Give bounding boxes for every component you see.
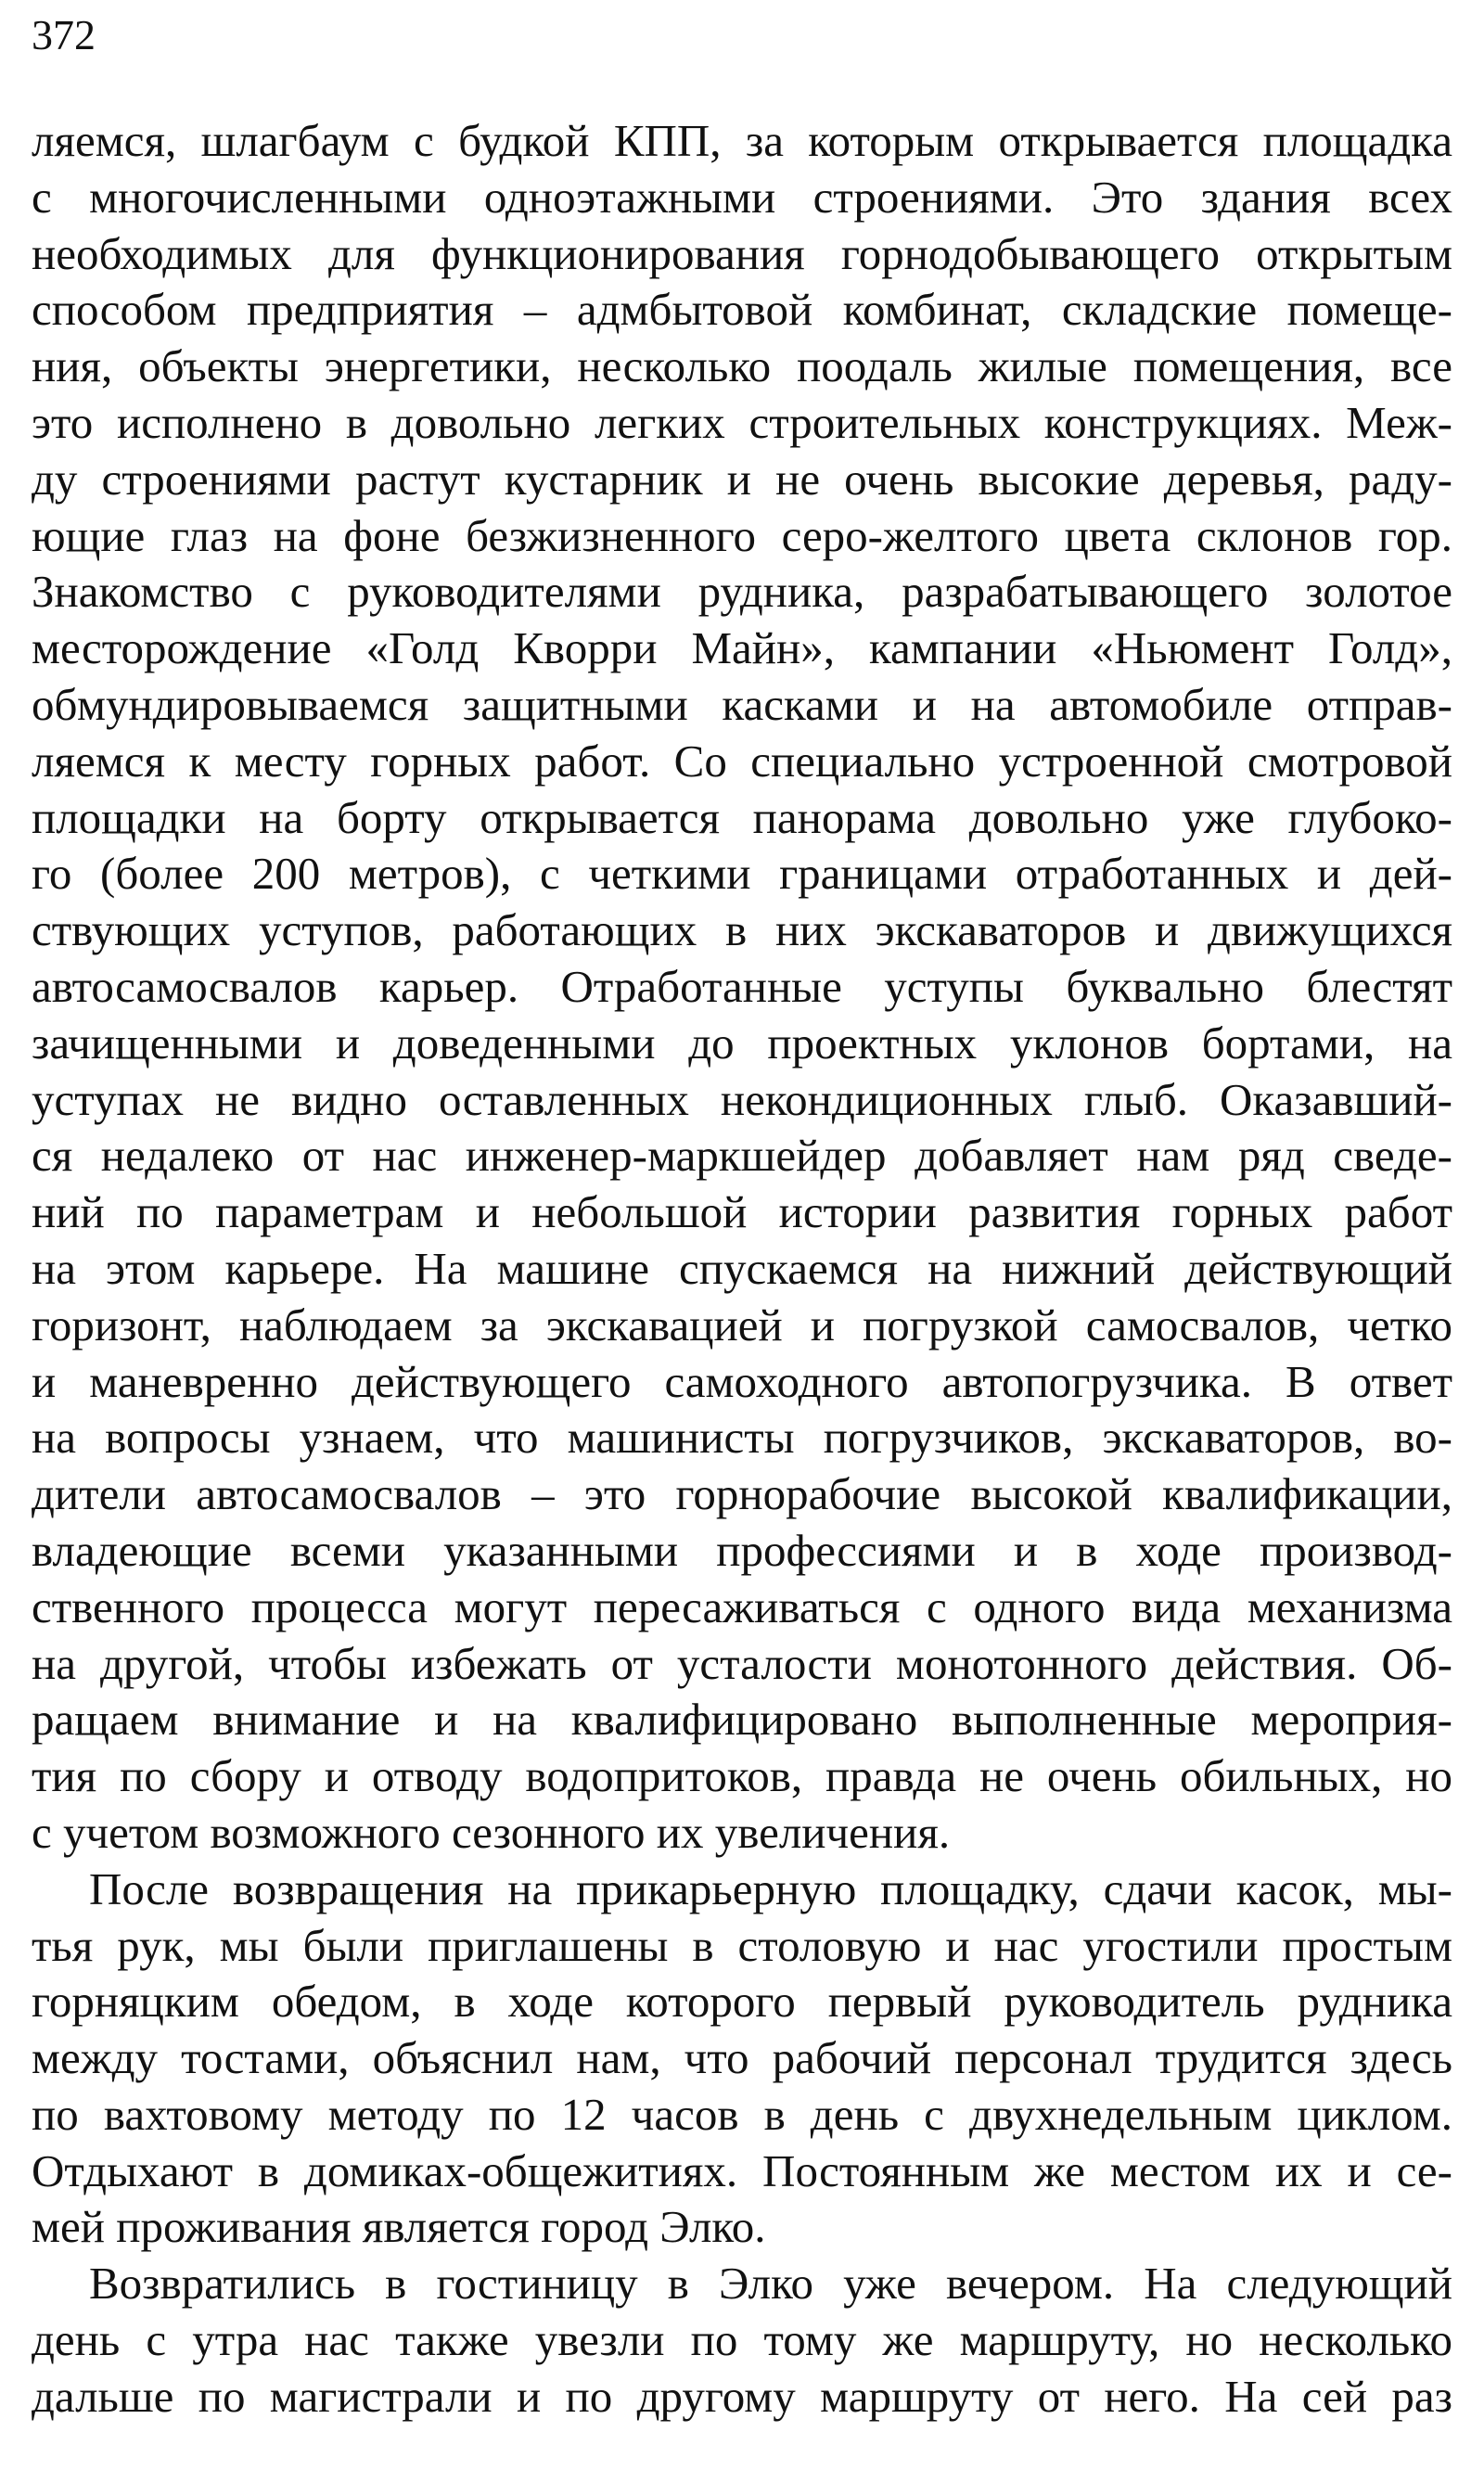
text-line: горизонт, наблюдаем за экскавацией и погрузкой самосвалов, четко [32,1299,1452,1350]
text-line: мей проживания является город Элко. [32,2201,766,2253]
text-line: дальше по магистрали и по другому маршруту от него. На сей раз [32,2370,1452,2422]
text-line: автосамосвалов карьер. Отработанные уступы буквально блестят [32,960,1452,1012]
text-line: на другой, чтобы избежать от усталости монотонного действия. Об- [32,1637,1452,1689]
text-line: площадки на борту открывается панорама довольно уже глубоко- [32,791,1452,843]
text-line: по вахтовому методу по 12 часов в день с двухнедельным циклом. [32,2088,1452,2140]
text-line: ющие глаз на фоне безжизненного серо-желтого цвета склонов гор. [32,509,1452,561]
text-line: необходимых для функционирования горнодобывающего открытым [32,227,1452,279]
text-line: го (более 200 метров), с четкими границами отработанных и дей- [32,848,1452,900]
text-line: После возвращения на прикарьерную площадку, сдачи касок, мы- [89,1862,1452,1914]
text-line: ственного процесса могут пересаживаться с одного вида механизма [32,1581,1452,1632]
text-line: ращаем внимание и на квалифицировано выполненные мероприя- [32,1694,1452,1746]
text-line: ляемся к месту горных работ. Со специально устроенной смотровой [32,735,1452,787]
text-line: ствующих уступов, работающих в них экскаваторов и движущихся [32,904,1452,956]
text-line: с учетом возможного сезонного их увеличения. [32,1806,951,1858]
text-line: это исполнено в довольно легких строительных конструкциях. Меж- [32,396,1452,448]
text-line: обмундировываемся защитными касками и на автомобиле отправ- [32,678,1452,730]
text-line: ся недалеко от нас инженер-маркшейдер добавляет нам ряд сведе- [32,1130,1452,1182]
text-line: ния, объекты энергетики, несколько поодаль жилые помещения, все [32,340,1452,392]
page-number: 372 [32,11,96,58]
body-text [32,113,1452,2425]
text-line: день с утра нас также увезли по тому же маршруту, но несколько [32,2314,1452,2366]
text-line: между тостами, объяснил нам, что рабочий персонал трудится здесь [32,2032,1452,2084]
text-line: ляемся, шлагбаум с будкой КПП, за которым открывается площадка [32,115,1452,166]
text-line: ний по параметрам и небольшой истории развития горных работ [32,1186,1452,1238]
paragraph [32,2256,1452,2425]
paragraph [32,113,1452,1862]
text-line: владеющие всеми указанными профессиями и в ходе производ- [32,1524,1452,1576]
text-line: с многочисленными одноэтажными строениями. Это здания всех [32,171,1452,223]
text-line: на вопросы узнаем, что машинисты погрузчиков, экскаваторов, во- [32,1412,1452,1464]
text-line: тья рук, мы были приглашены в столовую и нас угостили простым [32,1919,1452,1971]
text-line: ду строениями растут кустарник и не очень высокие деревья, раду- [32,453,1452,505]
text-line: уступах не видно оставленных некондиционных глыб. Оказавший- [32,1073,1452,1125]
text-line: зачищенными и доведенными до проектных уклонов бортами, на [32,1017,1452,1069]
paragraph [32,1862,1452,2257]
text-line: способом предприятия – адмбытовой комбинат, складские помеще- [32,284,1452,336]
text-line: Возвратились в гостиницу в Элко уже вечером. На следующий [89,2258,1452,2310]
text-line: месторождение «Голд Кворри Майн», кампании «Ньюмент Голд», [32,622,1452,674]
text-line: дители автосамосвалов – это горнорабочие высокой квалификации, [32,1468,1452,1520]
text-line: тия по сбору и отводу водопритоков, правда не очень обильных, но [32,1750,1452,1802]
text-line: Знакомство с руководителями рудника, разрабатывающего золотое [32,566,1452,618]
text-line: горняцким обедом, в ходе которого первый руководитель рудника [32,1976,1452,2028]
text-line: и маневренно действующего самоходного автопогрузчика. В ответ [32,1355,1452,1407]
text-line: на этом карьере. На машине спускаемся на нижний действующий [32,1242,1452,1294]
text-line: Отдыхают в домиках-общежитиях. Постоянным же местом их и се- [32,2144,1452,2196]
